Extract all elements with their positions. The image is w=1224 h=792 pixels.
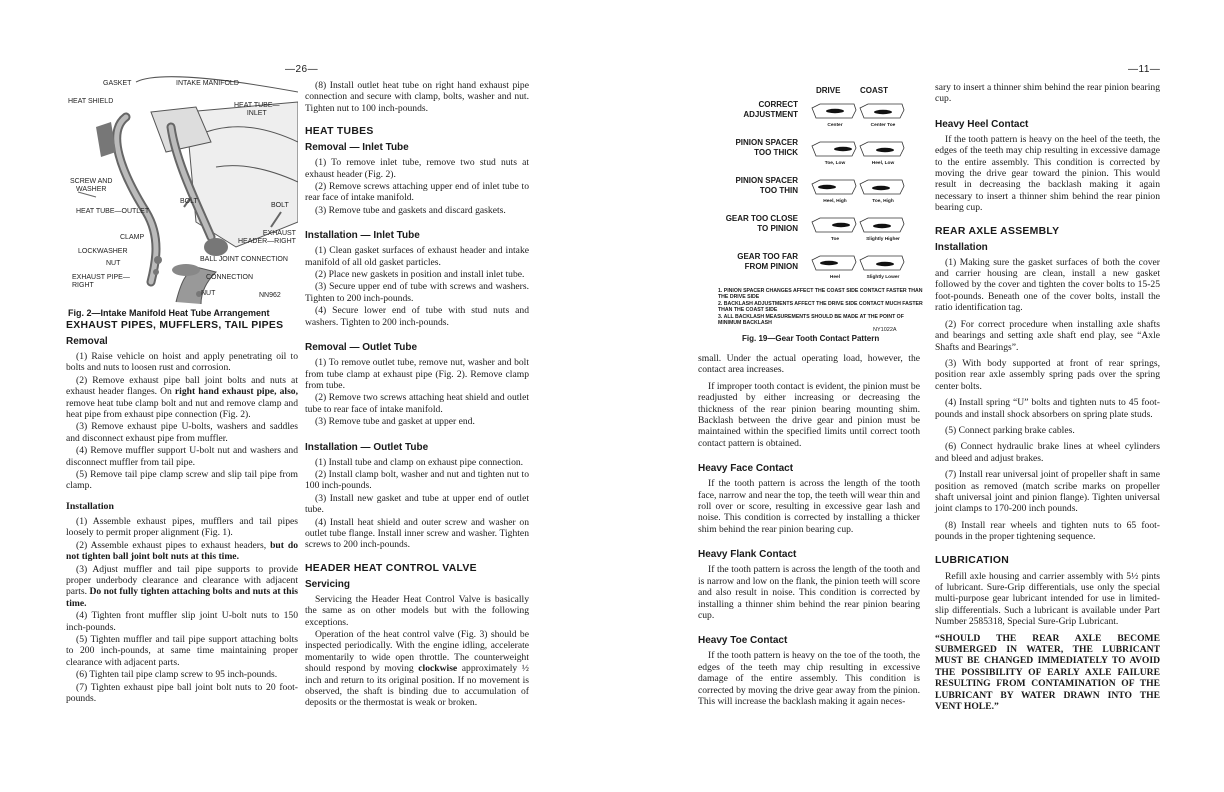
tooth-contact-coast-icon	[858, 252, 908, 274]
section-heading: HEADER HEAT CONTROL VALVE	[305, 562, 477, 574]
paragraph	[935, 397, 1160, 420]
tooth-contact-drive-icon	[810, 176, 860, 198]
subsection-heading: Removal	[66, 336, 108, 347]
tooth-contact-drive-icon	[810, 138, 860, 160]
subsection-heading: Installation — Inlet Tube	[305, 230, 420, 242]
paragraph	[66, 421, 298, 444]
paragraph	[305, 416, 529, 427]
text-run: (2) Remove exhaust pipe ball joint bolts and nuts at exhaust header flanges. On	[66, 374, 298, 398]
section-heading: LUBRICATION	[935, 554, 1010, 566]
paragraph	[66, 445, 298, 468]
row-label: CORRECT ADJUSTMENT	[743, 100, 798, 119]
text-run: (1) Clean gasket surfaces of exhaust header and intake manifold of all old gasket particles.	[305, 245, 529, 268]
paragraph	[698, 650, 920, 707]
text-run: (3) Remove tube and gaskets and discard gaskets.	[315, 204, 506, 216]
label-heat-tube-outlet: HEAT TUBE—OUTLET	[76, 208, 150, 215]
label-nut: NUT	[106, 260, 121, 267]
text-run: If improper tooth contact is evident, the pinion must be readjusted by either increasing or decreasing the thickness of the rear pinion bearing mounting shim. Backlash between the drive gear and pinion must be maintained within the specified limits until correct tooth contact pattern is obtained.	[698, 380, 920, 449]
section-heading: HEAT TUBES	[305, 126, 374, 138]
page-number: —11—	[1128, 64, 1161, 75]
paragraph	[935, 425, 1160, 436]
bold-text: “SHOULD THE REAR AXLE BECOME SUBMERGED IN WATER, THE LUBRICANT MUST BE CHANGED IMMEDIATELY TO AVOID THE POSSIBILITY OF EARLY AXLE FAILURE RESULTING FROM CONTAMINATION OF THE LUBRICANT BY WATER DRAWN INTO THE VENT HOLE.”	[935, 632, 1160, 713]
label-bolt-right: BOLT	[271, 202, 289, 209]
paragraph	[935, 571, 1160, 628]
tooth-contact-coast-icon	[858, 176, 908, 198]
paragraph	[305, 594, 529, 628]
text-run: (2) For correct procedure when installing axle shafts and bearings and setting axle shaft end play, see “Axle Shafts and Bearings”.	[935, 318, 1160, 353]
text-run: (3) Install new gasket and tube at upper end of outlet tube.	[305, 492, 529, 516]
tooth-contact-drive-icon	[810, 100, 860, 122]
text-run: (7) Tighten exhaust pipe ball joint bolt nuts to 20 foot-pounds.	[66, 681, 298, 704]
label-intake-manifold: INTAKE MANIFOLD	[176, 80, 239, 87]
figure-intake-manifold-heat-tube	[66, 72, 298, 322]
text-run: Refill axle housing and carrier assembly with 5½ pints of lubricant. Sure-Grip differentials, use only the special multi-purpose gear lubricant intended for use in limited-slip differentials. Such a lubricant is available under Part Number 2585318, Special Sure-Grip Lubricant.	[935, 570, 1160, 628]
paragraph	[305, 205, 529, 216]
text-run: (4) Tighten front muffler slip joint U-bolt nuts to 150 inch-pounds.	[66, 610, 298, 633]
left-page-column-1	[66, 320, 298, 705]
row-label: PINION SPACER TOO THICK	[735, 138, 798, 157]
tooth-contact-drive-icon	[810, 252, 860, 274]
text-run: Operation of the heat control valve (Fig. 3) should be inspected periodically. With the engine idling, accelerate momentarily to wide open throttle. The counterweight should respond by moving	[305, 629, 529, 675]
paragraph	[698, 381, 920, 449]
paragraph	[305, 281, 529, 304]
label-gasket: GASKET	[103, 80, 132, 87]
paragraph	[698, 478, 920, 535]
column-header-drive: DRIVE	[816, 86, 841, 95]
pattern-caption-drive: Heel, High	[823, 199, 847, 204]
paragraph	[66, 610, 298, 633]
paragraph	[305, 305, 529, 328]
contact-pattern-row	[698, 174, 928, 214]
label-ball-joint-connection: BALL JOINT CONNECTION	[200, 256, 288, 263]
text-run: approximately ½ inch and return to its original position. If no movement is observed, the shaft is binding due to accumulation of deposits or the thermostat is weak or broken.	[305, 663, 529, 709]
subsection-heading: Installation	[66, 500, 114, 512]
paragraph	[66, 469, 298, 492]
text-run: (2) Install clamp bolt, washer and nut and tighten nut to 100 inch-pounds.	[305, 468, 529, 492]
text-run: (8) Install rear wheels and tighten nuts to 65 foot-pounds in the proper tightening sequence.	[935, 519, 1160, 543]
paragraph	[935, 520, 1160, 543]
text-run: (5) Remove tail pipe clamp screw and slip tail pipe from clamp.	[66, 469, 298, 492]
left-page-column-2	[305, 80, 529, 710]
text-run: (2) Assemble exhaust pipes to exhaust headers,	[76, 539, 271, 551]
text-run: (6) Connect hydraulic brake lines at wheel cylinders and bleed and adjust brakes.	[935, 441, 1160, 464]
label-clamp: CLAMP	[120, 234, 145, 241]
label-exhaust-header-right: EXHAUST HEADER—RIGHT	[238, 230, 296, 245]
text-run: (4) Install spring “U” bolts and tighten nuts to 45 foot-pounds and install shock absorbers on spring plate studs.	[935, 397, 1160, 420]
text-run: (2) Remove two screws attaching heat shield and outlet tube to rear face of intake manifold.	[305, 392, 529, 415]
subsection-heading: Heavy Toe Contact	[698, 635, 788, 647]
label-nut-bottom: NUT	[201, 290, 216, 297]
pattern-caption-coast: Toe, High	[872, 199, 894, 204]
paragraph	[66, 351, 298, 374]
paragraph	[66, 682, 298, 705]
figure-code: NY1022A	[873, 327, 897, 333]
paragraph	[305, 493, 529, 516]
subsection-heading: Removal — Inlet Tube	[305, 142, 409, 154]
text-run: (1) To remove outlet tube, remove nut, washer and bolt from tube clamp at exhaust pipe (Fig. 2). Remove clamp from tube.	[305, 357, 529, 391]
text-run: (6) Tighten tail pipe clamp screw to 95 inch-pounds.	[76, 669, 278, 681]
paragraph	[305, 157, 529, 180]
right-page-column-1	[698, 353, 920, 708]
paragraph	[305, 457, 529, 468]
paragraph	[305, 517, 529, 551]
paragraph	[935, 358, 1160, 392]
bold-text: but do not tighten ball joint bolt nuts at this time.	[66, 539, 298, 563]
pattern-caption-coast: Slightly Lower	[866, 275, 900, 280]
label-heat-tube-inlet: HEAT TUBE— INLET	[234, 102, 280, 117]
text-run: If the tooth pattern is across the length of the tooth and is narrow and low on the flank, the pinion teeth will score and also result in noise. This condition is corrected by installing a thinner shim behind the rear pinion bearing cup.	[698, 564, 920, 621]
paragraph	[698, 564, 920, 621]
section-heading: REAR AXLE ASSEMBLY	[935, 225, 1060, 237]
paragraph	[66, 375, 298, 421]
label-connection: CONNECTION	[206, 274, 254, 281]
column-header-coast: COAST	[860, 86, 888, 95]
label-exhaust-pipe-right: EXHAUST PIPE— RIGHT	[72, 274, 130, 289]
tooth-contact-drive-icon	[810, 214, 860, 236]
paragraph	[305, 80, 529, 114]
tooth-contact-coast-icon	[858, 214, 908, 236]
row-label: GEAR TOO FAR FROM PINION	[737, 252, 798, 271]
paragraph	[66, 669, 298, 680]
text-run: (2) Remove screws attaching upper end of inlet tube to rear face of intake manifold.	[305, 181, 529, 204]
contact-pattern-row	[698, 250, 928, 290]
text-run: (2) Place new gaskets in position and install inlet tube.	[315, 269, 525, 281]
paragraph	[698, 353, 920, 376]
text-run: (1) Install tube and clamp on exhaust pipe connection.	[315, 456, 524, 468]
figure-caption: Fig. 19—Gear Tooth Contact Pattern	[742, 334, 880, 343]
text-run: Servicing the Header Heat Control Valve is basically the same as on other models but with the following exceptions.	[305, 593, 529, 628]
text-run: (3) Remove exhaust pipe U-bolts, washers and saddles and disconnect exhaust pipe from muffler.	[66, 421, 298, 444]
text-run: (3) With body supported at front of rear springs, position rear axle assembly spring pads over the spring center bolts.	[935, 357, 1160, 392]
figure-note: 3. ALL BACKLASH MEASUREMENTS SHOULD BE MADE AT THE POINT OF MINIMUM BACKLASH	[718, 314, 904, 327]
pattern-caption-drive: Center	[827, 123, 843, 128]
bold-text: right hand exhaust pipe, also,	[174, 386, 298, 398]
text-run: (1) Raise vehicle on hoist and apply penetrating oil to bolts and nuts to loosen rust and corrosion.	[66, 351, 298, 374]
text-run: If the tooth pattern is heavy on the heel of the teeth, the edges of the teeth may chip resulting in excessive damage to the entire assembly. This condition is corrected by moving the drive gear toward the pinion. This would result in decreasing the backlash making it again necessary to insert a thinner shim behind the rear pinion bearing cup.	[935, 133, 1160, 214]
paragraph	[305, 245, 529, 268]
page-number: —26—	[285, 64, 319, 75]
paragraph	[66, 564, 298, 610]
paragraph	[935, 469, 1160, 515]
paragraph	[935, 82, 1160, 105]
contact-pattern-row	[698, 136, 928, 176]
text-run: If the tooth pattern is heavy on the toe of the tooth, the edges of the teeth may chip resulting in excessive damage of the entire assembly. This condition is corrected by moving the drive gear away from the pinion. This will increase the backlash making it again neces-	[698, 650, 920, 707]
row-label: GEAR TOO CLOSE TO PINION	[725, 214, 798, 233]
text-run: (8) Install outlet heat tube on right hand exhaust pipe connection and secure with clamp, bolts, washer and nut. Tighten nut to 100 inch-pounds.	[305, 80, 529, 114]
text-run: (3) Secure upper end of tube with screws and washers. Tighten to 200 inch-pounds.	[305, 281, 529, 304]
text-run: (4) Remove muffler support U-bolt nut and washers and disconnect muffler from tail pipe.	[66, 445, 298, 468]
bold-text: Do not fully tighten attaching bolts and nuts at this time.	[66, 586, 298, 609]
figure-gear-tooth-contact-pattern	[698, 82, 928, 347]
text-run: sary to insert a thinner shim behind the rear pinion bearing cup.	[935, 82, 1160, 105]
label-lockwasher: LOCKWASHER	[78, 248, 128, 255]
text-run: (1) To remove inlet tube, remove two stud nuts at exhaust header (Fig. 2).	[305, 157, 529, 180]
subsection-heading: Servicing	[305, 578, 351, 590]
figure-note: 1. PINION SPACER CHANGES AFFECT THE COAST SIDE CONTACT FASTER THAN THE DRIVE SIDE	[718, 288, 923, 301]
paragraph	[935, 319, 1160, 353]
text-run: (1) Making sure the gasket surfaces of both the cover and carrier housing are clean, install a new gasket followed by the cover and tighten the cover bolts to 15-25 foot-pounds. Beneath one of the cover bolts, install the ratio identification tag.	[935, 256, 1160, 314]
text-run: (5) Tighten muffler and tail pipe support attaching bolts to 200 inch-pounds, at same time maintaining proper clearance with adjacent parts.	[66, 633, 298, 668]
pattern-caption-coast: Center Toe	[870, 123, 896, 128]
subsection-heading: Heavy Face Contact	[698, 463, 794, 475]
subsection-heading: Heavy Flank Contact	[698, 549, 797, 561]
paragraph	[66, 634, 298, 668]
right-page-column-2	[935, 82, 1160, 717]
tooth-contact-coast-icon	[858, 100, 908, 122]
label-screw-and-washer: SCREW AND WASHER	[70, 178, 113, 193]
figure-code: NN962	[259, 292, 281, 299]
paragraph	[305, 181, 529, 204]
text-run: (1) Assemble exhaust pipes, mufflers and tail pipes loosely to permit proper alignment (Fig. 1).	[66, 515, 298, 539]
text-run: (5) Connect parking brake cables.	[945, 424, 1075, 436]
paragraph	[305, 629, 529, 709]
pattern-caption-drive: Toe, Low	[824, 161, 846, 166]
subsection-heading: Removal — Outlet Tube	[305, 342, 418, 354]
pattern-caption-coast: Slightly Higher	[866, 237, 900, 242]
paragraph	[935, 633, 1160, 713]
subsection-heading: Installation — Outlet Tube	[305, 441, 429, 453]
paragraph	[935, 441, 1160, 464]
paragraph	[305, 392, 529, 415]
tooth-contact-coast-icon	[858, 138, 908, 160]
text-run: (4) Secure lower end of tube with stud nuts and washers. Tighten to 200 inch-pounds.	[305, 305, 529, 328]
subsection-heading: Installation	[935, 241, 988, 253]
text-run: (3) Remove tube and gasket at upper end.	[315, 416, 475, 428]
pattern-caption-drive: Toe	[830, 237, 840, 242]
label-bolt-center: BOLT	[180, 198, 198, 205]
pattern-caption-coast: Heel, Low	[871, 161, 895, 166]
paragraph	[66, 540, 298, 563]
paragraph	[935, 134, 1160, 214]
text-run: (3) Adjust muffler and tail pipe supports to provide proper underbody clearance and clearance with adjacent parts.	[66, 563, 298, 598]
text-run: If the tooth pattern is across the length of the tooth face, narrow and near the top, the teeth will wear thin and roll over or score, resulting in excessive gear lash and noise. This condition is corrected by installing a thicker shim behind the rear pinion bearing cup.	[698, 478, 920, 535]
paragraph	[305, 469, 529, 492]
text-run: remove heat tube clamp bolt and nut and remove clamp and heat pipe from exhaust pipe connection (Fig. 2).	[66, 397, 298, 421]
text-run: (7) Install rear universal joint of propeller shaft in same position as removed (match scribe marks on propeller shaft universal joint and pinion flange). Tighten universal joint clamps to 170-200 inch pounds.	[935, 469, 1160, 515]
paragraph	[305, 269, 529, 280]
contact-pattern-row	[698, 212, 928, 252]
subsection-heading: Heavy Heel Contact	[935, 118, 1029, 130]
figure-caption: Fig. 2—Intake Manifold Heat Tube Arrangement	[68, 308, 270, 318]
text-run: small. Under the actual operating load, however, the contact area increases.	[698, 353, 920, 376]
label-heat-shield: HEAT SHIELD	[68, 98, 114, 105]
paragraph	[305, 357, 529, 391]
paragraph	[66, 516, 298, 539]
row-label: PINION SPACER TOO THIN	[735, 176, 798, 195]
section-heading: EXHAUST PIPES, MUFFLERS, TAIL PIPES	[66, 320, 284, 331]
paragraph	[935, 257, 1160, 314]
contact-pattern-row	[698, 98, 928, 138]
bold-text: clockwise	[418, 663, 458, 675]
figure-note: 2. BACKLASH ADJUSTMENTS AFFECT THE DRIVE SIDE CONTACT MUCH FASTER THAN THE COAST SIDE	[718, 301, 923, 314]
pattern-caption-drive: Heel	[829, 275, 841, 280]
text-run: (4) Install heat shield and outer screw and washer on outlet tube flange. Install inner screw and washer. Tighten screws to 200 inch-pounds.	[305, 516, 529, 551]
